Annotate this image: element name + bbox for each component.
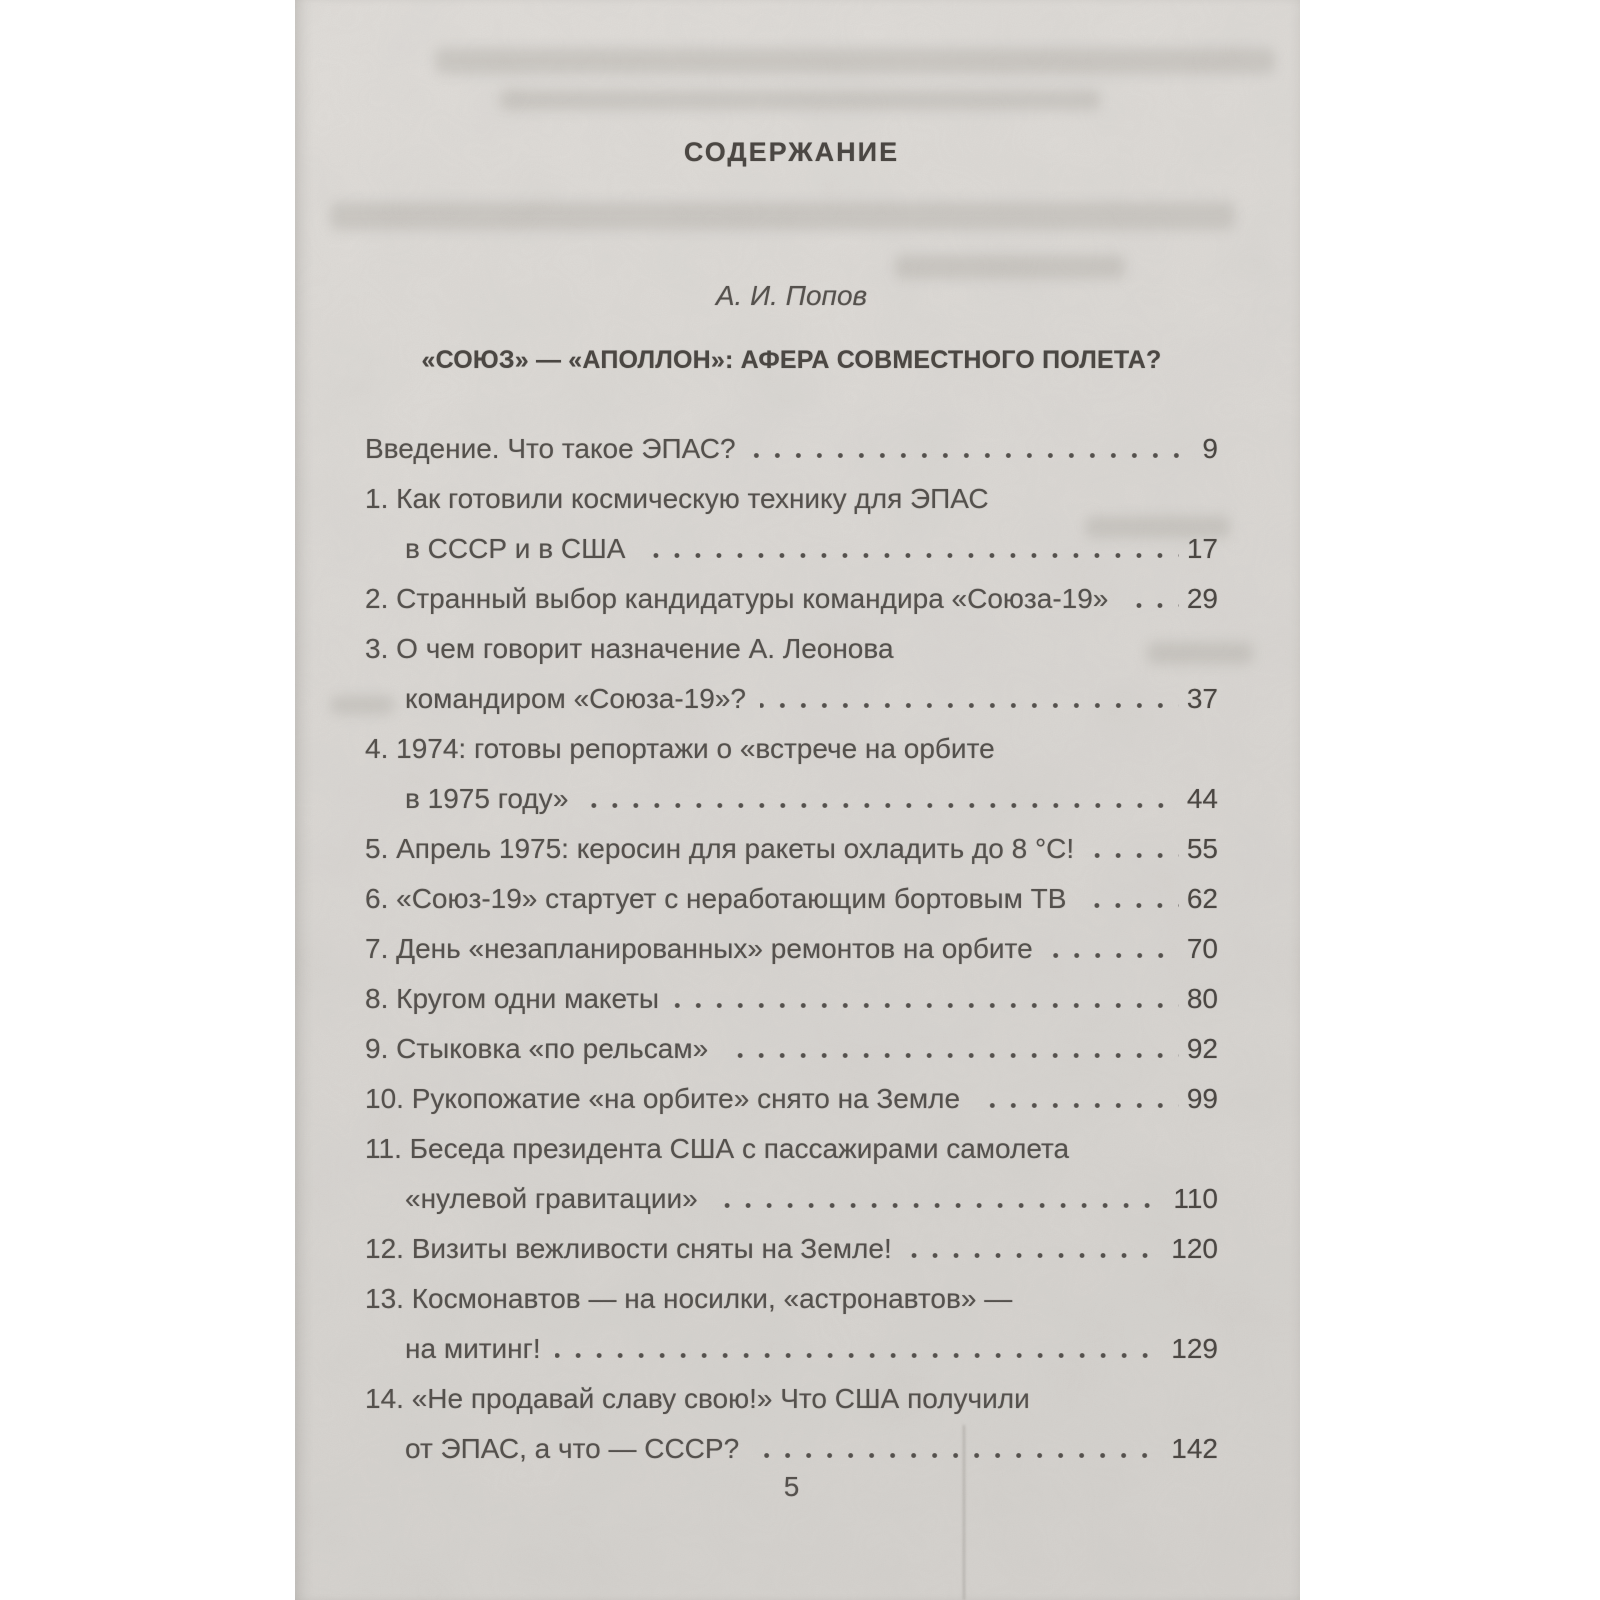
toc-line: [365, 624, 1218, 674]
toc-line: [365, 1224, 1218, 1274]
toc-entry-text: 11. Беседа президента США с пассажирами самолета: [365, 1133, 1070, 1164]
toc-entry-text: на митинг!: [405, 1333, 541, 1364]
book-title: «СОЮЗ» — «АПОЛЛОН»: АФЕРА СОВМЕСТНОГО ПОЛЕТА?: [421, 346, 1162, 374]
dot-leader: [712, 1203, 1166, 1208]
toc-entry-page: 99: [1186, 1083, 1218, 1114]
dot-leader: [750, 453, 1195, 458]
dot-leader: [1047, 953, 1179, 958]
dot-leader: [760, 703, 1179, 708]
toc-entry-text: 12. Визиты вежливости сняты на Земле!: [365, 1233, 892, 1264]
toc-line: [365, 1274, 1218, 1324]
toc-entry-text: 8. Кругом одни макеты: [365, 983, 660, 1014]
toc-line: [365, 674, 1218, 724]
dot-leader: [906, 1253, 1164, 1258]
toc-entry-text: командиром «Союза-19»?: [405, 683, 746, 714]
dot-leader: [753, 1453, 1163, 1458]
toc-line: [365, 424, 1218, 474]
toc-entry-text: 2. Странный выбор кандидатуры командира «Союза-19»: [365, 583, 1109, 614]
toc-entry-text: 7. День «незапланированных» ремонтов на орбите: [365, 933, 1033, 964]
toc-line: [365, 774, 1218, 824]
dot-leader: [555, 1353, 1164, 1358]
toc-entry-text: 1. Как готовили космическую технику для ЭПАС: [365, 483, 989, 514]
book-author: А. И. Попов: [715, 280, 868, 311]
table-of-contents: [365, 424, 1218, 1474]
toc-line: [365, 924, 1218, 974]
toc-entry-page: 55: [1186, 833, 1218, 864]
page-content: [365, 0, 1218, 1500]
toc-entry-page: 80: [1186, 983, 1218, 1014]
toc-line: [365, 1374, 1218, 1424]
toc-entry-page: 37: [1186, 683, 1218, 714]
book-page: [295, 0, 1300, 1600]
dot-leader: [1088, 853, 1179, 858]
dot-leader: [639, 553, 1178, 558]
toc-entry-text: 9. Стыковка «по рельсам»: [365, 1033, 709, 1064]
dot-leader: [673, 1003, 1179, 1008]
toc-entry-page: 129: [1171, 1333, 1218, 1364]
toc-line: [365, 1324, 1218, 1374]
toc-entry-page: 110: [1173, 1183, 1218, 1214]
toc-entry-page: 70: [1186, 933, 1218, 964]
toc-entry-page: 17: [1186, 533, 1218, 564]
dot-leader: [583, 803, 1179, 808]
toc-entry-page: 120: [1171, 1233, 1218, 1264]
page-number: 5: [783, 1471, 800, 1502]
toc-entry-text: 4. 1974: готовы репортажи о «встрече на орбите: [365, 733, 995, 764]
toc-line: [365, 1024, 1218, 1074]
toc-entry-text: Введение. Что такое ЭПАС?: [365, 433, 736, 464]
toc-entry-page: 44: [1186, 783, 1218, 814]
toc-entry-text: от ЭПАС, а что — СССР?: [405, 1433, 740, 1464]
dot-leader: [1122, 603, 1178, 608]
toc-entry-text: 13. Космонавтов — на носилки, «астронавтов» —: [365, 1283, 1013, 1314]
toc-entry-text: 10. Рукопожатие «на орбите» снято на Земле: [365, 1083, 961, 1114]
toc-entry-text: 14. «Не продавай славу свою!» Что США получили: [365, 1383, 1030, 1414]
toc-line: [365, 724, 1218, 774]
toc-entry-page: 62: [1186, 883, 1218, 914]
toc-line: [365, 524, 1218, 574]
toc-heading: СОДЕРЖАНИЕ: [683, 137, 900, 167]
toc-entry-text: 6. «Союз-19» стартует с неработающим бортовым ТВ: [365, 883, 1067, 914]
dot-leader: [1080, 903, 1178, 908]
dot-leader: [722, 1053, 1179, 1058]
toc-entry-page: 9: [1202, 433, 1218, 464]
toc-entry-text: 3. О чем говорит назначение А. Леонова: [365, 633, 894, 664]
toc-line: [365, 1424, 1218, 1474]
toc-entry-text: в 1975 году»: [405, 783, 569, 814]
toc-entry-page: 29: [1186, 583, 1218, 614]
toc-entry-text: в СССР и в США: [405, 533, 626, 564]
dot-leader: [974, 1103, 1179, 1108]
toc-entry-text: «нулевой гравитации»: [405, 1183, 698, 1214]
toc-line: [365, 824, 1218, 874]
toc-entry-page: 142: [1171, 1433, 1218, 1464]
toc-line: [365, 974, 1218, 1024]
toc-entry-page: 92: [1186, 1033, 1218, 1064]
toc-entry-text: 5. Апрель 1975: керосин для ракеты охладить до 8 °С!: [365, 833, 1075, 864]
toc-line: [365, 1174, 1218, 1224]
toc-line: [365, 574, 1218, 624]
toc-line: [365, 474, 1218, 524]
toc-line: [365, 1124, 1218, 1174]
toc-line: [365, 1074, 1218, 1124]
toc-line: [365, 874, 1218, 924]
